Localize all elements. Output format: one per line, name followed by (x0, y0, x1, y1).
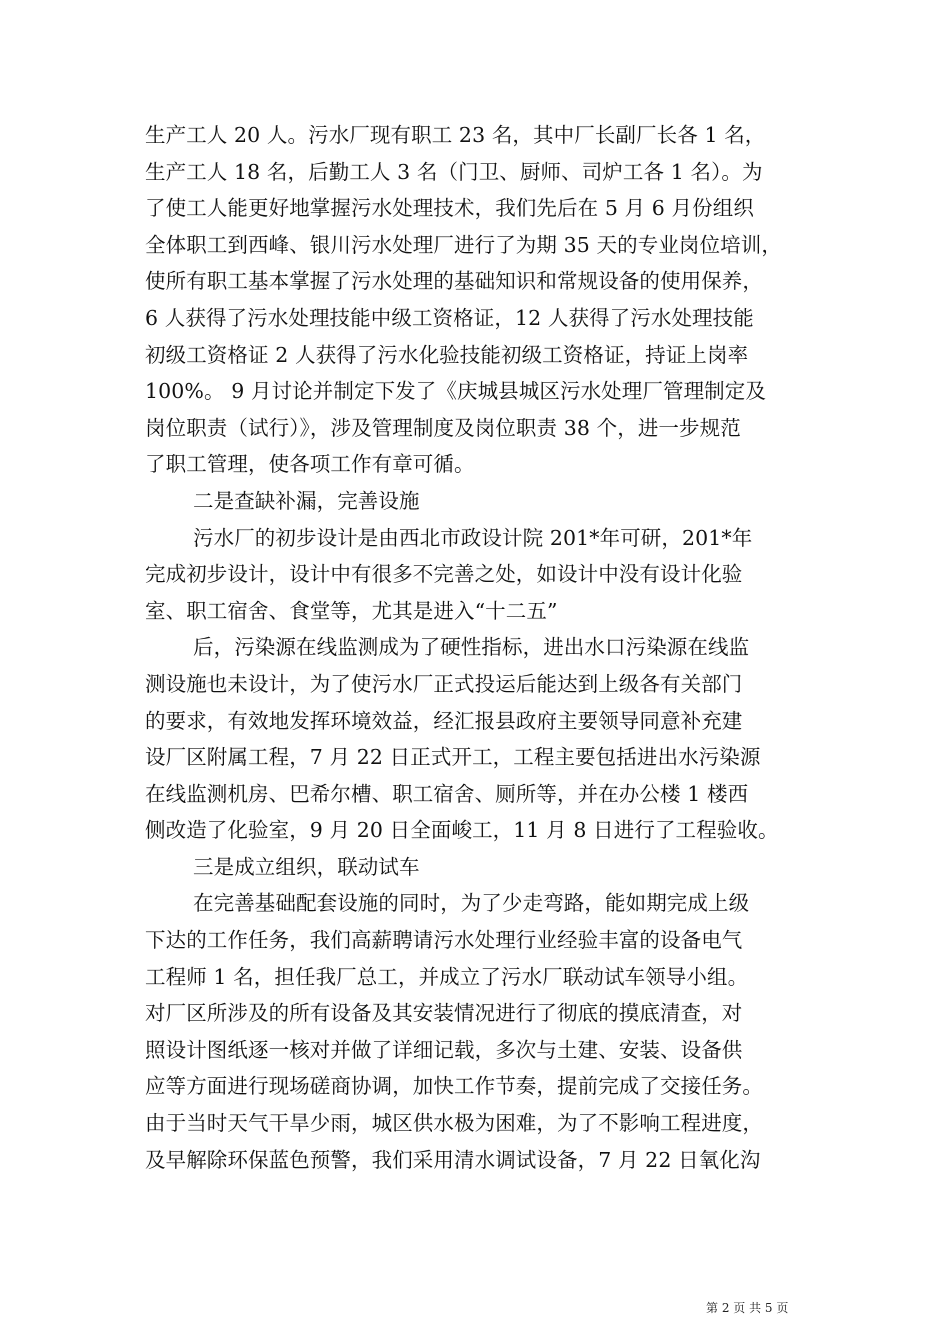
text-line: 岗位职责（试行）》，涉及管理制度及岗位职责 38 个，进一步规范 (145, 415, 741, 440)
text-line: 初级工资格证 2 人获得了污水化验技能初级工资格证，持证上岗率 (145, 342, 749, 367)
text-line: 使所有职工基本掌握了污水处理的基础知识和常规设备的使用保养， (145, 269, 763, 294)
text-line: 侧改造了化验室，9 月 20 日全面峻工，11 月 8 日进行了工程验收。 (145, 818, 779, 843)
text-line: 测设施也未设计，为了使污水厂正式投运后能达到上级各有关部门 (145, 671, 743, 696)
text-line: 工程师 1 名，担任我厂总工，并成立了污水厂联动试车领导小组。 (145, 964, 749, 989)
text-line: 了职工管理，使各项工作有章可循。 (145, 452, 475, 477)
text-line: 由于当时天气干旱少雨，城区供水极为困难，为了不影响工程进度， (145, 1111, 763, 1136)
text-line: 在线监测机房、巴希尔槽、职工宿舍、厕所等，并在办公楼 1 楼西 (145, 781, 749, 806)
section-heading: 三是成立组织，联动试车 (193, 854, 420, 879)
text-line: 完成初步设计，设计中有很多不完善之处，如设计中没有设计化验 (145, 562, 743, 587)
text-line: 照设计图纸逐一核对并做了详细记载，多次与土建、安装、设备供 (145, 1037, 743, 1062)
text-line: 对厂区所涉及的所有设备及其安装情况进行了彻底的摸底清查，对 (145, 1001, 743, 1026)
text-line: 生产工人 18 名，后勤工人 3 名（门卫、厨师、司炉工各 1 名）。为 (145, 159, 763, 184)
text-line: 6 人获得了污水处理技能中级工资格证，12 人获得了污水处理技能 (145, 305, 754, 330)
text-line: 及早解除环保蓝色预警，我们采用清水调试设备，7 月 22 日氧化沟 (145, 1147, 761, 1172)
text-line: 全体职工到西峰、银川污水处理厂进行了为期 35 天的专业岗位培训， (145, 232, 782, 257)
text-line: 污水厂的初步设计是由西北市政设计院 201*年可研，201*年 (193, 525, 753, 550)
text-line: 生产工人 20 人。污水厂现有职工 23 名，其中厂长副厂长各 1 名， (145, 123, 766, 147)
text-line: 在完善基础配套设施的同时，为了少走弯路，能如期完成上级 (193, 891, 750, 916)
text-line: 室、职工宿舍、食堂等，尤其是进入“十二五” (145, 598, 558, 623)
page-number: 第 2 页 共 5 页 (706, 1301, 789, 1315)
text-line: 的要求，有效地发挥环境效益，经汇报县政府主要领导同意补充建 (145, 708, 743, 733)
text-line: 下达的工作任务，我们高薪聘请污水处理行业经验丰富的设备电气 (145, 928, 743, 953)
text-line: 后，污染源在线监测成为了硬性指标，进出水口污染源在线监 (193, 635, 750, 660)
text-line: 100%。 9 月讨论并制定下发了《庆城县城区污水处理厂管理制定及 (145, 379, 766, 404)
text-line: 设厂区附属工程，7 月 22 日正式开工，工程主要包括进出水污染源 (145, 745, 761, 770)
body-text (145, 117, 810, 1178)
text-line: 应等方面进行现场磋商协调，加快工作节奏，提前完成了交接任务。 (145, 1074, 763, 1099)
text-line: 了使工人能更好地掌握污水处理技术，我们先后在 5 月 6 月份组织 (145, 196, 754, 221)
section-heading: 二是查缺补漏，完善设施 (193, 488, 420, 513)
